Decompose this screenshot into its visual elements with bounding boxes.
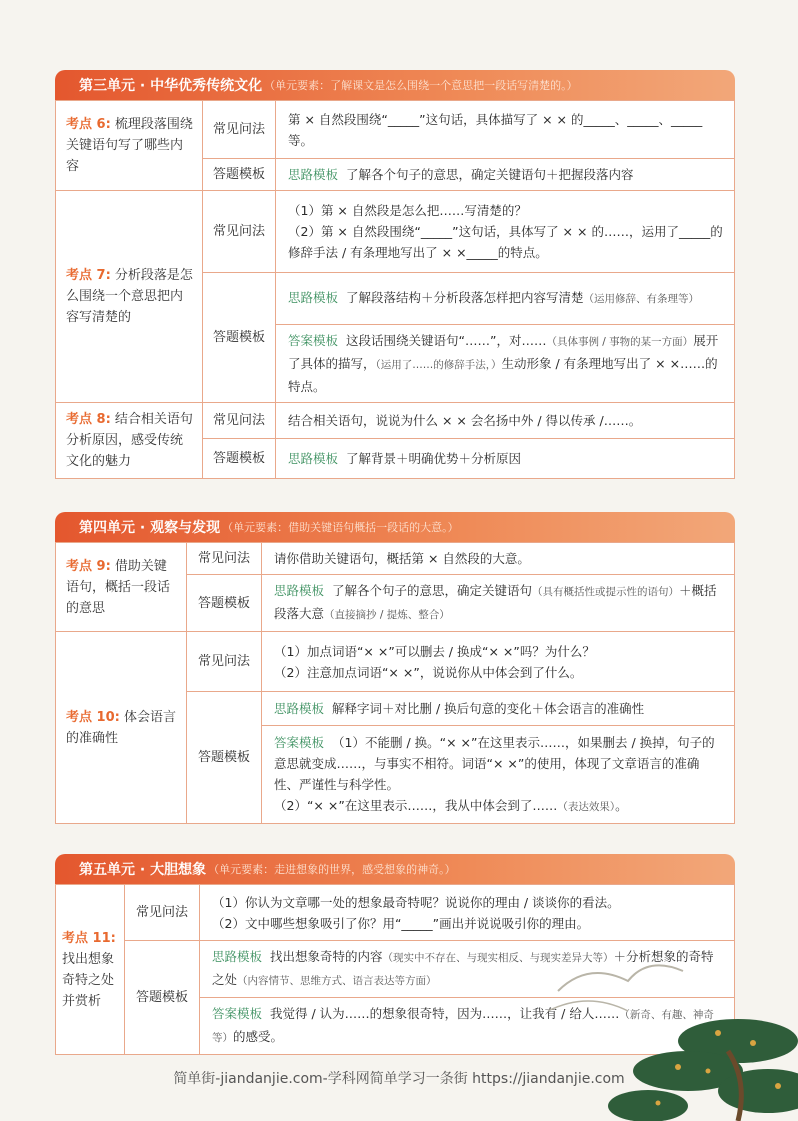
k11-thinking-a: 找出想象奇特的内容 bbox=[270, 949, 383, 964]
k6-thinking-label: 思路模板 bbox=[288, 167, 339, 182]
k7-answer-type: 答题模板 bbox=[203, 273, 276, 403]
k7-answer-note-1: （具体事例 / 事物的某一方面） bbox=[546, 336, 694, 348]
k7-label: 考点 7: bbox=[66, 268, 111, 283]
k10-thinking: 解释字词＋对比删 / 换后句意的变化＋体会语言的准确性 bbox=[332, 701, 645, 716]
k8-point bbox=[56, 403, 203, 479]
k10-thinking-cell bbox=[262, 692, 735, 726]
unit3-title: 第三单元 · 中华优秀传统文化 bbox=[79, 78, 263, 94]
k10-thinking-label: 思路模板 bbox=[274, 701, 325, 716]
k7-answer-cell bbox=[276, 325, 735, 403]
k11-thinking-note-2: （内容情节、思维方式、语言表达等方面） bbox=[237, 975, 437, 987]
k10-answer-label: 答案模板 bbox=[274, 734, 325, 750]
k11-question-type: 常见问法 bbox=[125, 885, 200, 941]
k6-thinking-cell bbox=[276, 159, 735, 191]
k7-answer-note-2: （运用了……的修辞手法，） bbox=[375, 359, 502, 371]
k10-answer-2: （2）“× ×”在这里表示……，我从中体会到了…… bbox=[274, 797, 558, 813]
k8-question-type: 常见问法 bbox=[203, 403, 276, 439]
k8-text: 结合相关语句分析原因，感受传统文化的魅力 bbox=[66, 412, 193, 469]
k6-answer-type: 答题模板 bbox=[203, 159, 276, 191]
k9-text: 借助关键语句，概括一段话的意思 bbox=[66, 558, 171, 616]
k11-thinking-label: 思路模板 bbox=[212, 949, 263, 964]
k8-answer-type: 答题模板 bbox=[203, 439, 276, 479]
k7-point bbox=[56, 191, 203, 403]
k9-thinking-note-2: （直接摘抄 / 提炼、整合） bbox=[324, 609, 450, 621]
k10-answer-cell bbox=[262, 726, 735, 824]
k10-answer-2-end: 。 bbox=[615, 797, 628, 813]
k11-answer-type: 答题模板 bbox=[125, 941, 200, 1055]
k11-answer-label: 答案模板 bbox=[212, 1006, 263, 1021]
k10-text: 体会语言的准确性 bbox=[66, 709, 176, 746]
k10-answer-type: 答题模板 bbox=[187, 692, 262, 824]
k9-label: 考点 9: bbox=[66, 558, 111, 574]
k6-question-type: 常见问法 bbox=[203, 101, 276, 159]
unit3-header bbox=[55, 70, 735, 100]
k7-question-2: （2）第 × 自然段围绕“_____”这句话，具体写了 × × 的……，运用了_____的修辞手法 / 有条理地写出了 × ×_____的特点。 bbox=[288, 224, 723, 260]
unit4-section bbox=[55, 512, 735, 824]
unit4-table bbox=[55, 542, 735, 824]
footer-watermark: 简单街-jiandanjie.com-学科网简单学习一条街 https://jiandanjie.com bbox=[173, 1071, 625, 1087]
k11-thinking-b: ＋分析想象的奇特之处 bbox=[212, 949, 714, 987]
k10-questions bbox=[262, 632, 735, 692]
k7-answer-label: 答案模板 bbox=[288, 333, 339, 348]
k7-question-1: （1）第 × 自然段是怎么把……写清楚的？ bbox=[288, 203, 527, 218]
k6-point bbox=[56, 101, 203, 191]
k7-answer-c: 生动形象 / 有条理地写出了 × ×……的特点。 bbox=[288, 356, 718, 394]
k8-thinking: 了解背景＋明确优势＋分析原因 bbox=[346, 451, 522, 466]
k11-label: 考点 11: bbox=[62, 930, 116, 946]
k9-question: 请你借助关键语句，概括第 × 自然段的大意。 bbox=[262, 543, 735, 575]
k8-thinking-cell bbox=[276, 439, 735, 479]
unit4-header bbox=[55, 512, 735, 542]
unit4-title: 第四单元 · 观察与发现 bbox=[79, 520, 221, 536]
unit3-table bbox=[55, 100, 735, 479]
k7-answer-b: 展开了具体的描写， bbox=[288, 333, 719, 371]
k7-text: 分析段落是怎么围绕一个意思把内容写清楚的 bbox=[66, 268, 193, 325]
k9-thinking-note-1: （具有概括性或提示性的语句） bbox=[532, 586, 680, 598]
k7-thinking-cell bbox=[276, 273, 735, 325]
k11-text: 找出想象奇特之处并赏析 bbox=[62, 951, 115, 1009]
k11-thinking-note-1: （现实中不存在、与现实相反、与现实差异大等） bbox=[382, 952, 614, 964]
unit5-title: 第五单元 · 大胆想象 bbox=[79, 862, 207, 878]
k7-questions bbox=[276, 191, 735, 273]
k10-question-2: （2）注意加点词语“× ×”，说说你从中体会到了什么。 bbox=[274, 664, 583, 680]
k11-answer-note: （新奇、有趣、神奇等） bbox=[212, 1009, 714, 1044]
k6-thinking: 了解各个句子的意思，确定关键语句＋把握段落内容 bbox=[346, 167, 634, 182]
k10-label: 考点 10: bbox=[66, 709, 120, 725]
unit4-requirement: （单元要素：借助关键语句概括一段话的大意。） bbox=[222, 521, 459, 534]
k10-answer-2-note: （表达效果） bbox=[557, 800, 616, 813]
k9-answer-type: 答题模板 bbox=[187, 575, 262, 632]
k11-answer-a: 我觉得 / 认为……的想象很奇特，因为……，让我有 / 给人…… bbox=[270, 1006, 620, 1021]
k7-answer-a: 这段话围绕关键语句“……”，对…… bbox=[346, 333, 547, 348]
k8-question: 结合相关语句，说说为什么 × × 会名扬中外 / 得以传承 /……。 bbox=[276, 403, 735, 439]
k8-label: 考点 8: bbox=[66, 412, 111, 427]
k7-question-type: 常见问法 bbox=[203, 191, 276, 273]
unit3-section bbox=[55, 70, 735, 479]
k6-text: 梳理段落围绕关键语句写了哪些内容 bbox=[66, 117, 193, 174]
k11-question-1: （1）你认为文章哪一处的想象最奇特呢？说说你的理由 / 谈谈你的看法。 bbox=[212, 894, 620, 910]
k8-thinking-label: 思路模板 bbox=[288, 451, 339, 466]
unit5-requirement: （单元要素：走进想象的世界，感受想象的神奇。） bbox=[208, 863, 456, 876]
k9-thinking-b: ＋概括段落大意 bbox=[274, 583, 717, 621]
unit5-header bbox=[55, 854, 735, 884]
k10-question-1: （1）加点词语“× ×”可以删去 / 换成“× ×”吗？为什么？ bbox=[274, 643, 595, 659]
k6-label: 考点 6: bbox=[66, 117, 111, 132]
unit3-requirement: （单元要素：了解课文是怎么围绕一个意思把一段话写清楚的。） bbox=[264, 79, 578, 92]
k11-answer-b: 的感受。 bbox=[233, 1029, 284, 1044]
k9-point bbox=[56, 543, 187, 632]
k6-question: 第 × 自然段围绕“_____”这句话，具体描写了 × × 的_____、_____、_____等。 bbox=[276, 101, 735, 159]
k9-thinking-cell bbox=[262, 575, 735, 632]
k10-question-type: 常见问法 bbox=[187, 632, 262, 692]
k9-thinking-a: 了解各个句子的意思，确定关键语句 bbox=[332, 583, 533, 598]
k7-thinking: 了解段落结构＋分析段落怎样把内容写清楚 bbox=[346, 290, 584, 305]
k7-thinking-label: 思路模板 bbox=[288, 290, 339, 305]
k9-question-type: 常见问法 bbox=[187, 543, 262, 575]
k10-point bbox=[56, 632, 187, 824]
k10-answer-1: （1）不能删 / 换。“× ×”在这里表示……，如果删去 / 换掉，句子的意思就变成……，与事实不相符。词语“× ×”的使用，体现了文章语言的准确性、严谨性与科学性。 bbox=[274, 734, 715, 792]
k9-thinking-label: 思路模板 bbox=[274, 583, 325, 598]
pine-decoration bbox=[538, 921, 798, 1121]
k11-point bbox=[56, 885, 125, 1055]
k11-question-2: （2）文中哪些想象吸引了你？用“_____”画出并说说吸引你的理由。 bbox=[212, 915, 590, 931]
k7-thinking-note: （运用修辞、有条理等） bbox=[583, 293, 700, 305]
